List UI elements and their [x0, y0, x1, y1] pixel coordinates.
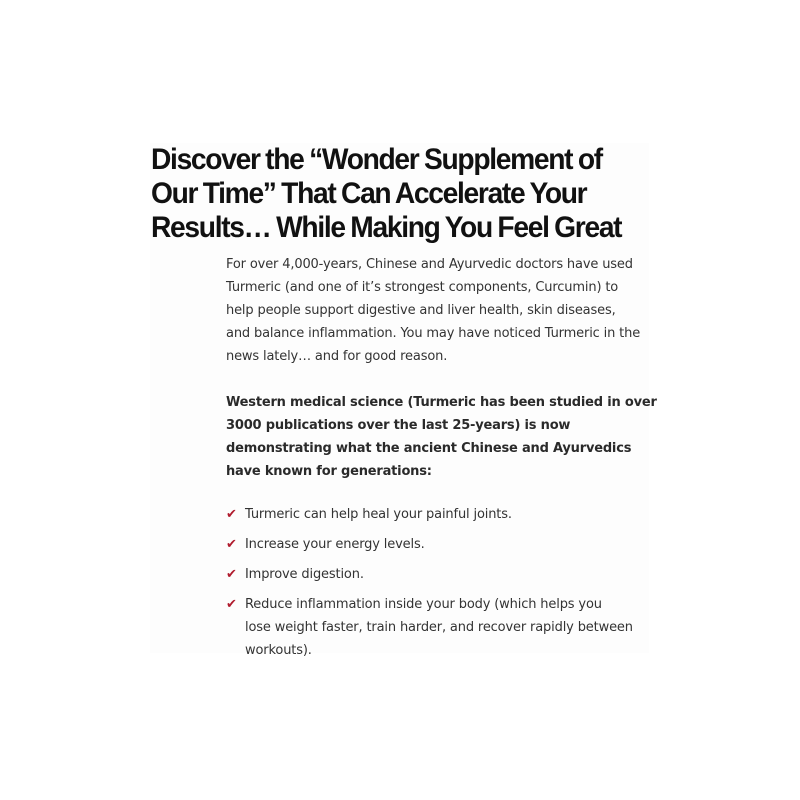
science-line: Western medical science (Turmeric has been studied in over: [226, 395, 657, 410]
benefits-list: [226, 503, 650, 662]
benefit-item: [226, 563, 650, 586]
benefit-item: [226, 503, 650, 526]
check-icon: ✔: [226, 507, 237, 522]
science-line: 3000 publications over the last 25-years) is now: [226, 418, 571, 433]
benefit-text: Reduce inflammation inside your body (which helps you: [245, 597, 602, 612]
check-icon: ✔: [226, 537, 237, 552]
benefit-text: Increase your energy levels.: [245, 537, 425, 552]
intro-line: help people support digestive and liver health, skin diseases,: [226, 303, 616, 318]
intro-paragraph: [226, 253, 650, 368]
headline: [151, 143, 622, 245]
benefit-text: Improve digestion.: [245, 567, 364, 582]
headline-line: Results… While Making You Feel Great: [151, 211, 622, 244]
science-line: have known for generations:: [226, 464, 432, 479]
science-line: demonstrating what the ancient Chinese and Ayurvedics: [226, 441, 632, 456]
intro-line: For over 4,000-years, Chinese and Ayurvedic doctors have used: [226, 257, 633, 272]
intro-line: Turmeric (and one of it’s strongest components, Curcumin) to: [226, 280, 619, 295]
benefit-text: lose weight faster, train harder, and recover rapidly between: [245, 620, 633, 635]
intro-line: and balance inflammation. You may have noticed Turmeric in the: [226, 326, 641, 341]
benefit-text: workouts).: [245, 643, 312, 658]
headline-line: Our Time” That Can Accelerate Your: [151, 177, 587, 210]
article-body: [226, 253, 657, 669]
benefit-text: Turmeric can help heal your painful joints.: [245, 507, 512, 522]
benefit-item: [226, 593, 650, 662]
check-icon: ✔: [226, 567, 237, 582]
check-icon: ✔: [226, 597, 237, 612]
intro-line: news lately… and for good reason.: [226, 349, 448, 364]
benefit-item: [226, 533, 650, 556]
headline-line: Discover the “Wonder Supplement of: [151, 143, 602, 176]
science-paragraph: [226, 391, 657, 483]
